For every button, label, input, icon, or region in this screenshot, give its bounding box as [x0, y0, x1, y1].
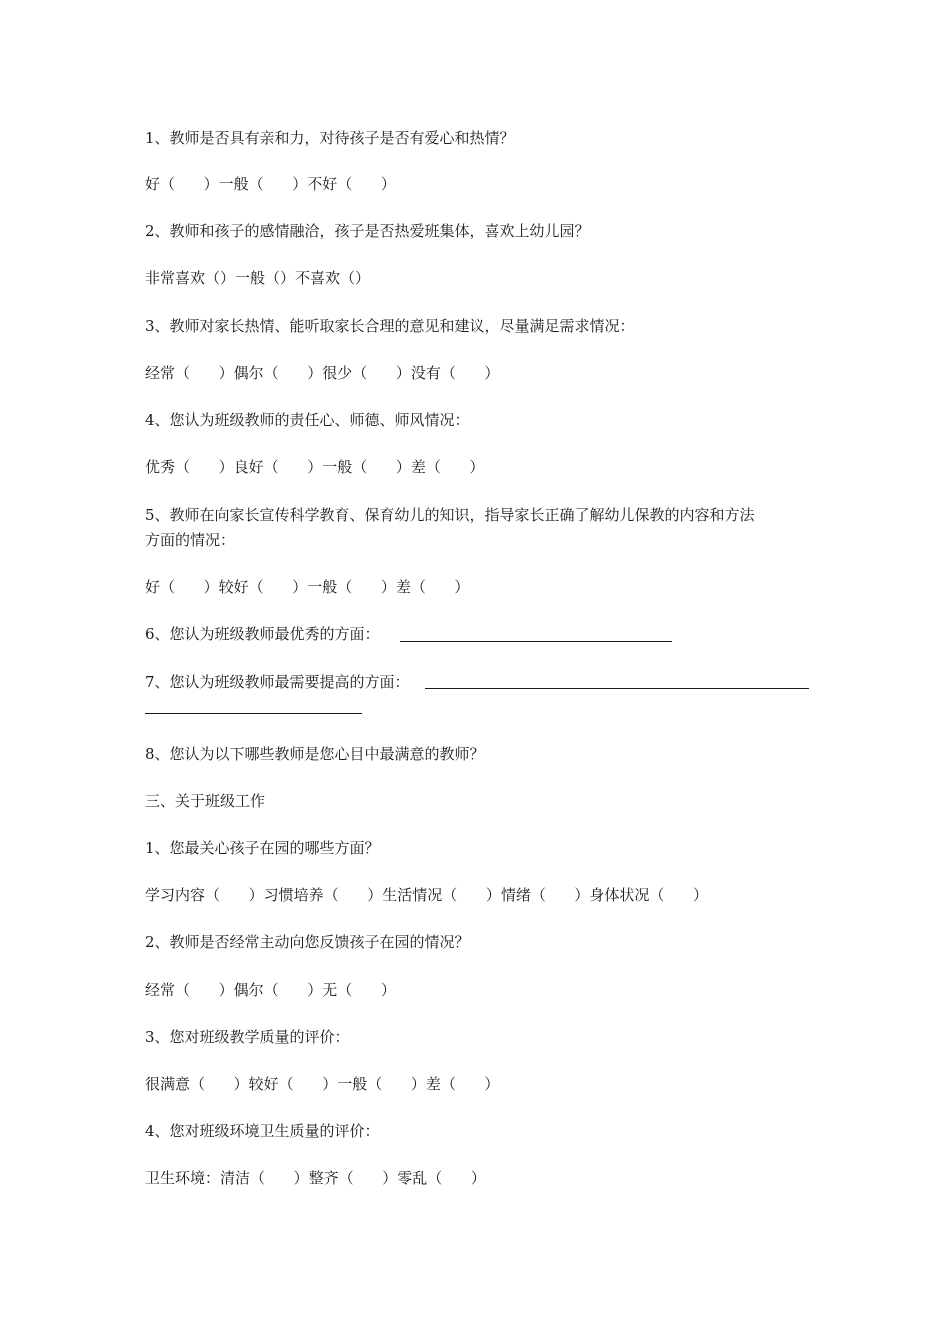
question-7: 7、您认为班级教师最需要提高的方面： [145, 673, 410, 691]
section-3-question-3-options: 很满意（ ）较好（ ）一般（ ）差（ ） [145, 1075, 500, 1093]
question-3-options: 经常（ ）偶尔（ ）很少（ ）没有（ ） [145, 364, 500, 382]
question-1-options: 好（ ）一般（ ）不好（ ） [145, 175, 396, 193]
question-5-line-2: 方面的情况： [145, 531, 236, 549]
question-2-options: 非常喜欢（）一般（）不喜欢（） [145, 269, 371, 287]
answer-line-7a[interactable] [425, 688, 809, 689]
answer-line-6[interactable] [400, 641, 672, 642]
question-5-line-1: 5、教师在向家长宣传科学教育、保育幼儿的知识，指导家长正确了解幼儿保教的内容和方法 [145, 506, 755, 524]
answer-line-7b[interactable] [145, 713, 362, 714]
question-5-options: 好（ ）较好（ ）一般（ ）差（ ） [145, 578, 470, 596]
section-3-question-3: 3、您对班级教学质量的评价： [145, 1028, 350, 1046]
question-1: 1、教师是否具有亲和力，对待孩子是否有爱心和热情？ [145, 129, 515, 147]
section-3-question-4: 4、您对班级环境卫生质量的评价： [145, 1122, 380, 1140]
question-2: 2、教师和孩子的感情融洽，孩子是否热爱班集体，喜欢上幼儿园？ [145, 222, 590, 240]
section-3-question-1-options: 学习内容（ ）习惯培养（ ）生活情况（ ）情绪（ ）身体状况（ ） [145, 886, 709, 904]
question-3: 3、教师对家长热情、能听取家长合理的意见和建议，尽量满足需求情况： [145, 317, 635, 335]
section-3-question-1: 1、您最关心孩子在园的哪些方面？ [145, 839, 380, 857]
question-4-options: 优秀（ ）良好（ ）一般（ ）差（ ） [145, 458, 485, 476]
section-3-question-4-options: 卫生环境：清洁（ ）整齐（ ）零乱（ ） [145, 1169, 486, 1187]
question-6: 6、您认为班级教师最优秀的方面： [145, 625, 380, 643]
question-4: 4、您认为班级教师的责任心、师德、师风情况： [145, 411, 470, 429]
question-8: 8、您认为以下哪些教师是您心目中最满意的教师？ [145, 745, 485, 763]
section-3-question-2: 2、教师是否经常主动向您反馈孩子在园的情况？ [145, 933, 470, 951]
section-3-question-2-options: 经常（ ）偶尔（ ）无（ ） [145, 981, 396, 999]
section-3-heading: 三、关于班级工作 [145, 792, 266, 810]
